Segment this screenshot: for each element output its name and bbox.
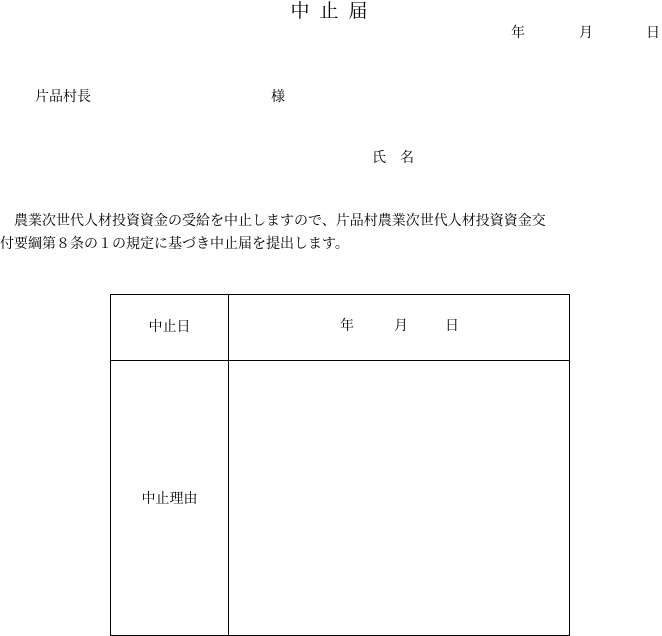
addressee: 片品村長 [35,89,91,105]
honorific: 様 [271,89,285,105]
body-line-1: 農業次世代人材投資資金の受給を中止しますので、片品村農業次世代人材投資資金交 [0,213,546,229]
date-year-label: 年 [511,25,525,41]
stop-date-label: 中止日 [148,319,191,335]
applicant-name-label: 氏 名 [372,150,414,166]
stop-reason-label: 中止理由 [141,491,198,507]
body-line-2: 付要綱第８条の１の規定に基づき中止届を提出します。 [0,236,349,252]
page-title: 中止届 [290,0,378,22]
form-table [110,294,570,636]
date-month-label: 月 [579,25,593,41]
stop-date-day: 日 [445,318,459,334]
stop-reason-field[interactable] [229,361,569,635]
stop-date-year: 年 [340,318,354,334]
date-day-label: 日 [646,25,660,41]
body-text [0,210,662,256]
stop-date-month: 月 [394,318,408,334]
